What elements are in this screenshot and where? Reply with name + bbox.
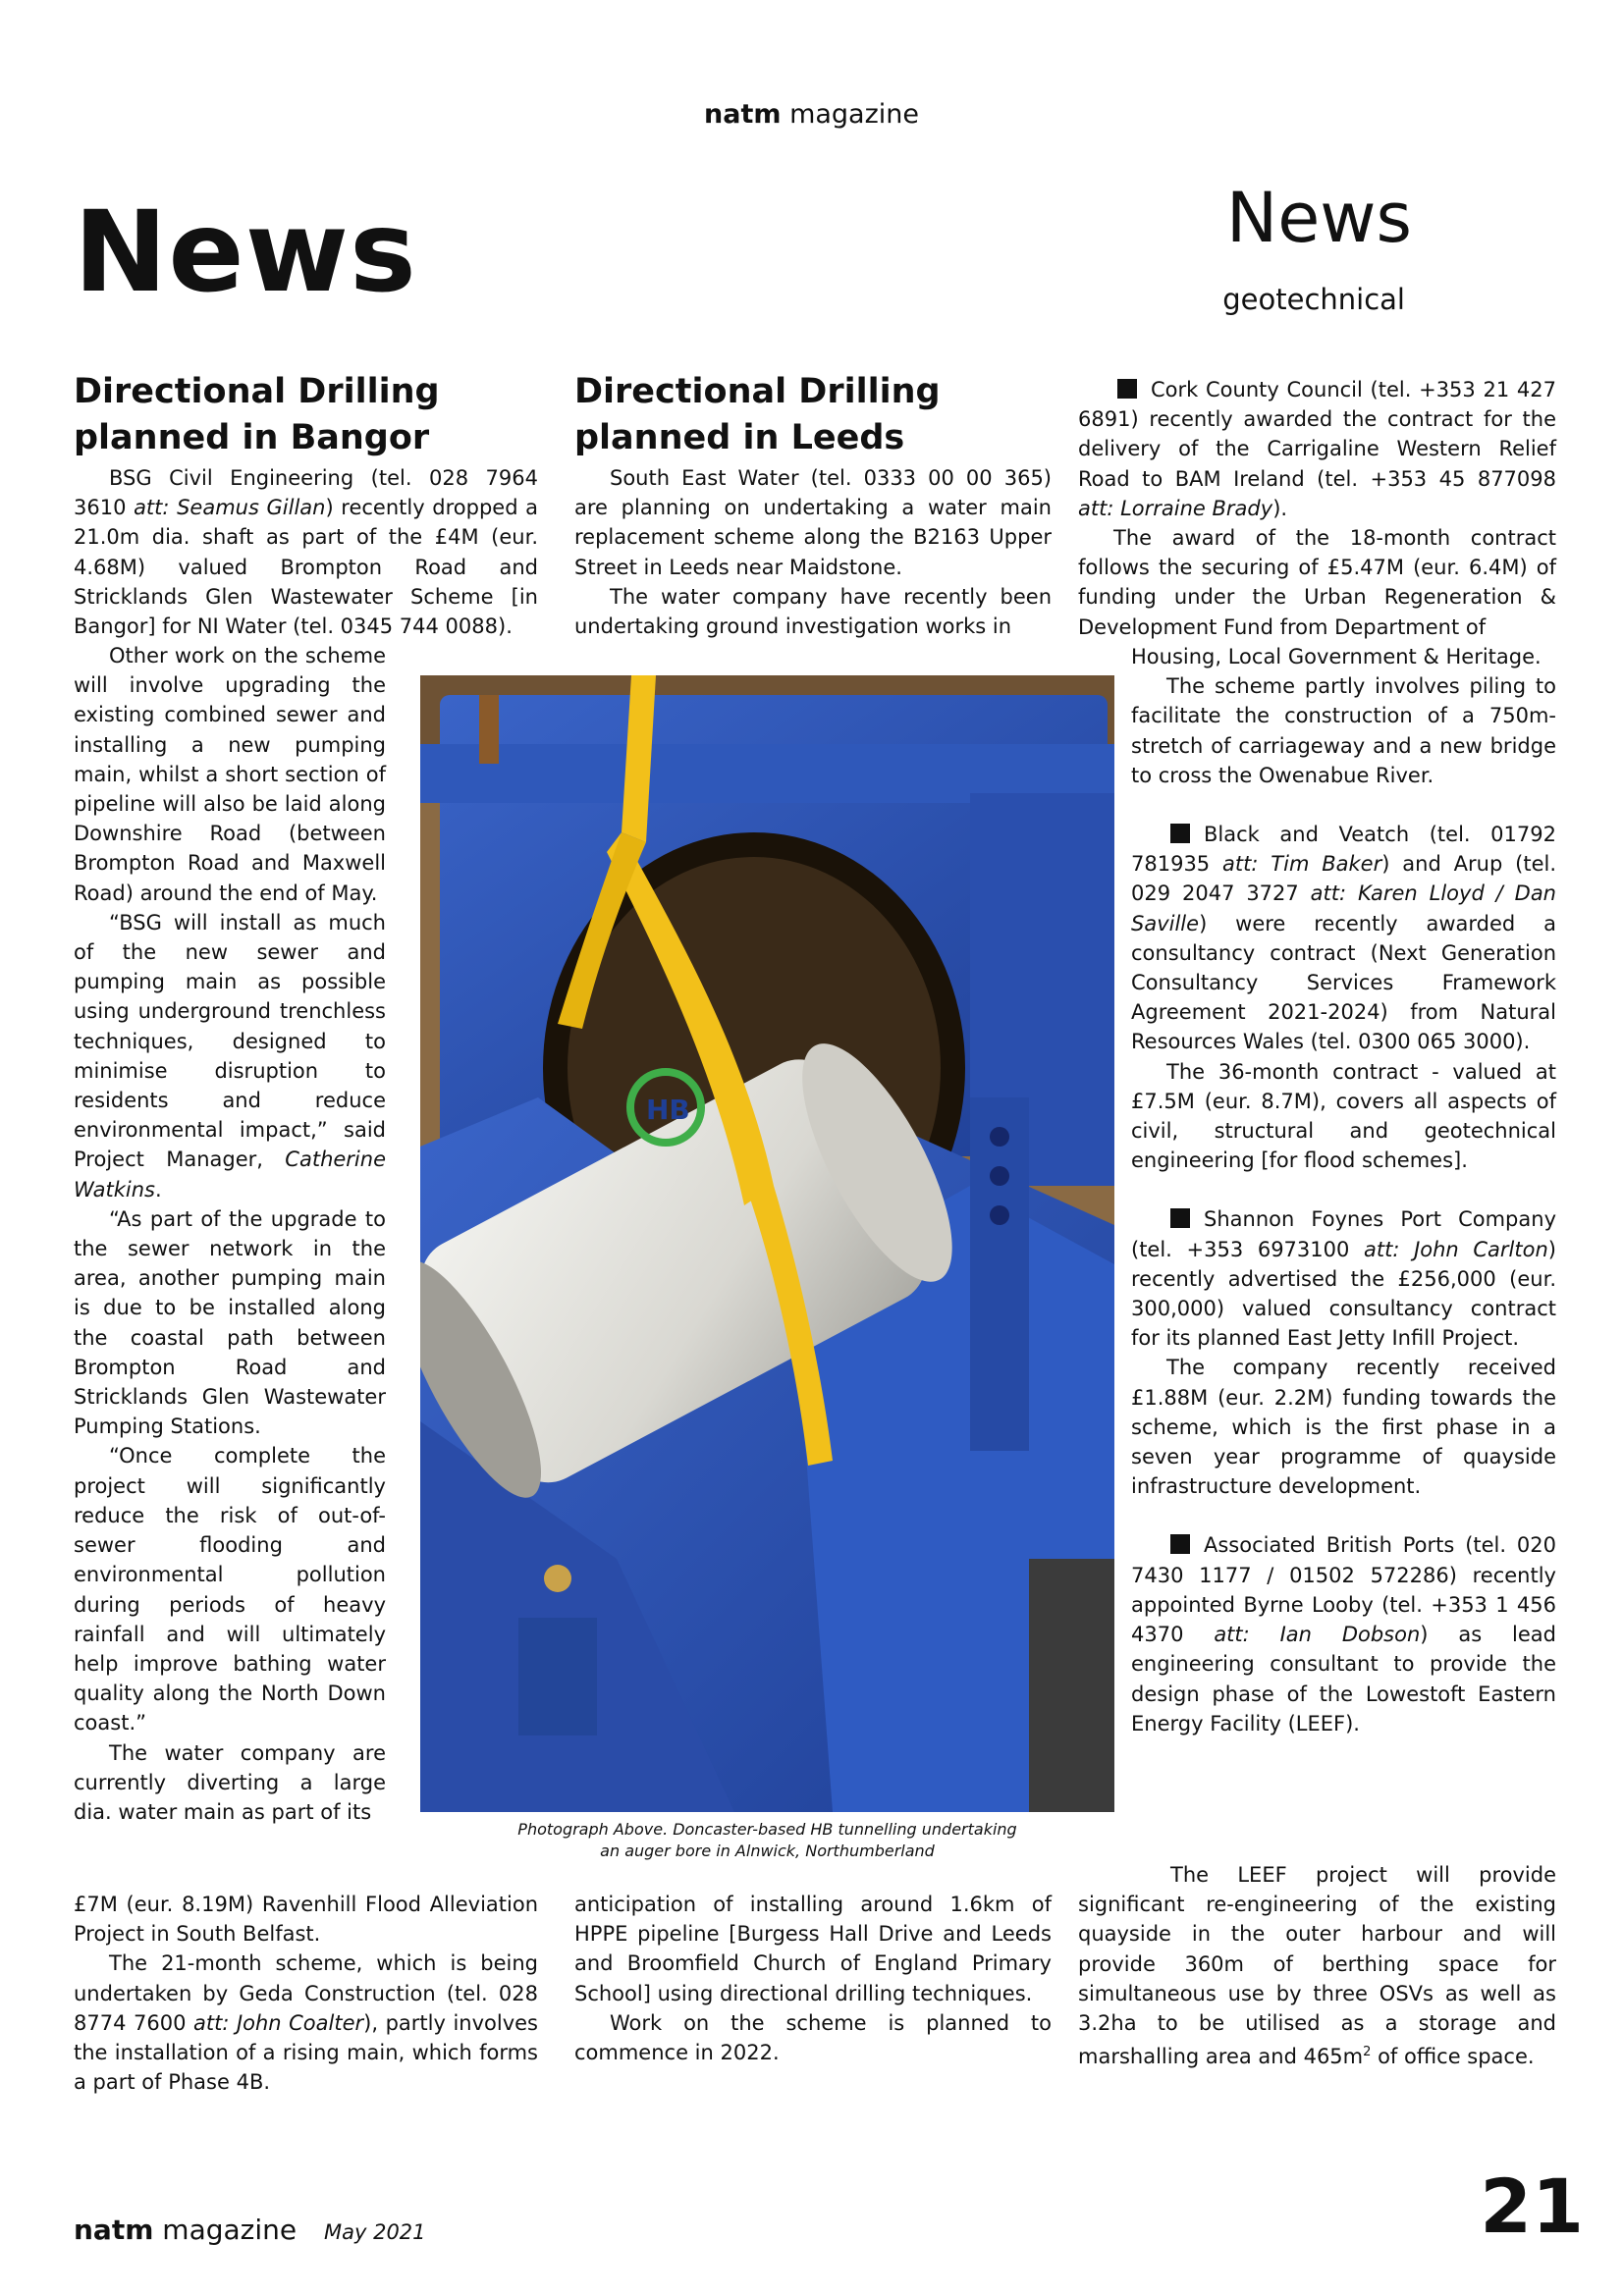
paragraph: The company recently received £1.88M (eur. 2.2M) funding towards the scheme, which is the first phase in a seven year programme of quayside infrastructure development. [1131, 1356, 1556, 1499]
paragraph: Work on the scheme is planned to commence in 2022. [574, 2010, 1052, 2065]
pipe-logo-text: HB [646, 1094, 690, 1126]
paragraph: South East Water (tel. 0333 00 00 365) are planning on undertaking a water main replacement scheme along the B2163 Upper Street in Leeds near Maidstone. [574, 466, 1052, 579]
masthead-bold: natm [704, 99, 782, 130]
paragraph: “As part of the upgrade to the sewer network in the area, another pumping main is due to be installed along the coastal path between Brompton Road and Stricklands Glen Wastewater Pumping Stations. [74, 1206, 386, 1439]
paragraph: The 36-month contract - valued at £7.5M (eur. 8.7M), covers all aspects of civil, structural and geotechnical engineering [for flood schemes]. [1131, 1059, 1556, 1173]
article-bangor-top [74, 463, 538, 641]
bullet-square-icon [1117, 379, 1137, 399]
issue-date: May 2021 [324, 2220, 426, 2244]
paragraph: £7M (eur. 8.19M) Ravenhill Flood Alleviation Project in South Belfast. [74, 1893, 538, 1947]
paragraph: Housing, Local Government & Heritage. [1131, 645, 1542, 668]
page-title: News [74, 187, 417, 317]
photo-caption [420, 1819, 1114, 1862]
paragraph: The LEEF project will provide significant re-engineering of the existing quayside in the outer harbour and will provide 360m of berthing space for simultaneous use by three OSVs as well as 3.2ha to be utilised as a storage and marshalling area and $465m^2$ of office space. [1078, 1863, 1556, 2069]
paragraph: The water company are currently diverting a large dia. water main as part of its [74, 1740, 386, 1824]
footer-mag-bold: natm [74, 2214, 154, 2246]
article-leeds-top [574, 463, 1052, 641]
section-title: News [1225, 178, 1412, 258]
news-items-right [1078, 375, 1556, 642]
article-bangor-bottom [74, 1890, 538, 2097]
paragraph: anticipation of installing around 1.6km of HPPE pipeline [Burgess Hall Drive and Leeds and Broomfield Church of England Primary School] using directional drilling techniques. [574, 1893, 1052, 2005]
paragraph: The scheme partly involves piling to facilitate the construction of a 750m-stretch of carriageway and a new bridge to cross the Owenabue River. [1131, 674, 1556, 787]
article-bangor-narrow [74, 641, 386, 1827]
article-leeds-heading [574, 369, 1036, 461]
heading-line: Directional Drilling [74, 372, 440, 411]
paragraph: “Once complete the project will significantly reduce the risk of out-of-sewer flooding and environmental pollution during periods of heavy rainfall and will ultimately help improve bathing water quality along the North Down coast.” [74, 1444, 386, 1735]
news-item-cork: Cork County Council (tel. +353 21 427 6891) recently awarded the contract for the delivery of the Carrigaline Western Relief Road to BAM Ireland (tel. +353 45 877098 att: Lorraine Brady). [1078, 378, 1556, 520]
news-item-abp-continued [1078, 1860, 1556, 2071]
masthead-rest: magazine [781, 99, 919, 130]
bullet-square-icon [1170, 824, 1190, 843]
news-item-shannon-foynes: Shannon Foynes Port Company (tel. +353 6973100 att: John Carlton) recently advertised the £256,000 (eur. 300,000) valued consultancy contract for its planned East Jetty Infill Project. [1131, 1207, 1556, 1351]
caption-line: an auger bore in Alnwick, Northumberland [600, 1842, 935, 1860]
footer-masthead [74, 2214, 297, 2246]
bullet-square-icon [1170, 1534, 1190, 1554]
heading-line: Directional Drilling [574, 372, 941, 411]
auger-bore-illustration [420, 675, 1114, 1812]
paragraph: The water company have recently been undertaking ground investigation works in [574, 584, 1052, 639]
article-leeds-bottom [574, 1890, 1052, 2067]
heading-line: planned in Leeds [574, 418, 905, 457]
masthead [0, 99, 1623, 130]
paragraph: The 21-month scheme, which is being undertaken by Geda Construction (tel. 028 8774 7600 att: John Coalter), partly involves the installation of a rising main, which forms a part of Phase 4B. [74, 1951, 538, 2095]
bullet-square-icon [1170, 1208, 1190, 1228]
paragraph: The award of the 18-month contract follows the securing of £5.47M (eur. 6.4M) of funding under the Urban Regeneration & Development Fund from Department of [1078, 526, 1556, 639]
paragraph: Other work on the scheme will involve upgrading the existing combined sewer and installing a new pumping main, whilst a short section of pipeline will also be laid along Downshire Road (between Brompton Road and Maxwell Road) around the end of May. [74, 644, 386, 905]
paragraph: “BSG will install as much of the new sewer and pumping main as possible using underground trenchless techniques, designed to minimise disruption to residents and reduce environmental impact,” said Project Manager, Catherine Watkins. [74, 910, 386, 1201]
tunnelling-photo [420, 675, 1114, 1812]
heading-line: planned in Bangor [74, 418, 430, 457]
news-items-right-narrow [1131, 642, 1556, 1738]
paragraph: BSG Civil Engineering (tel. 028 7964 3610 att: Seamus Gillan) recently dropped a 21.0m dia. shaft as part of the £4M (eur. 4.68M) valued Brompton Road and Stricklands Glen Wastewater Scheme [in Bangor] for NI Water (tel. 0345 744 0088). [74, 466, 539, 639]
news-item-black-veatch: Black and Veatch (tel. 01792 781935 att: Tim Baker) and Arup (tel. 029 2047 3727 att: Karen Lloyd / Dan Saville) were recently awarded a consultancy contract (Next Generation Consultancy Services Framework Agreement 2021-2024) from Natural Resources Wales (tel. 0300 065 3000). [1131, 823, 1556, 1054]
page-number: 21 [1480, 2163, 1584, 2250]
caption-line: Photograph Above. Doncaster-based HB tunnelling undertaking [517, 1820, 1017, 1839]
footer-mag-rest: magazine [153, 2214, 298, 2246]
article-bangor-heading [74, 369, 535, 461]
news-item-abp: Associated British Ports (tel. 020 7430 1177 / 01502 572286) recently appointed Byrne Looby (tel. +353 1 456 4370 att: Ian Dobson) as lead engineering consultant to provide the design phase of the Lowestoft Eastern Energy Facility (LEEF). [1131, 1533, 1556, 1735]
section-subtitle: geotechnical [1222, 283, 1405, 316]
